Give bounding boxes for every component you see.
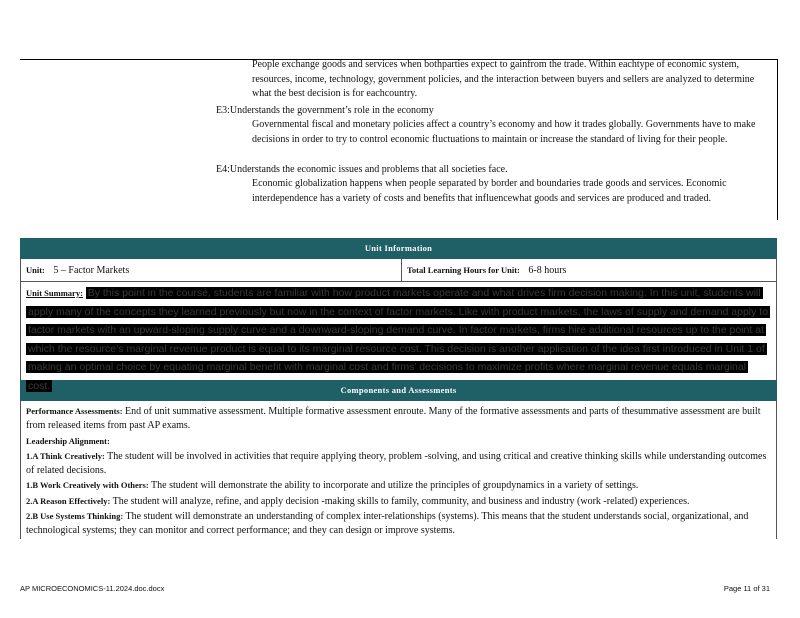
unit-information-table [20, 238, 777, 568]
unit-information-header: Unit Information [20, 238, 777, 259]
page-number: Page 11 of 31 [723, 584, 770, 593]
leadership-item-text: The student will be involved in activities that require applying theory, problem -solving, and using critical and creative thinking skills while understanding outcomes of related decisions. [26, 450, 767, 477]
document-filename: AP MICROECONOMICS-11.2024.doc.docx [20, 584, 165, 593]
unit-value: 5 – Factor Markets [53, 265, 130, 276]
leadership-item-text: The student will demonstrate the ability to incorporate and utilize the principles of groupdynamics in a variety of settings. [151, 480, 639, 492]
performance-label: Performance Assessments: [26, 406, 123, 416]
leadership-label: Leadership Alignment: [26, 435, 110, 446]
performance-assessments [26, 404, 771, 434]
components-header: Components and Assessments [20, 380, 777, 401]
components-section [20, 401, 777, 539]
bullet-icon [233, 118, 252, 147]
bullet-item [233, 177, 753, 206]
unit-summary-label: Unit Summary: [26, 288, 83, 298]
bullet-item [233, 58, 768, 102]
total-hours-value: 6-8 hours [528, 265, 567, 276]
total-hours-cell [402, 259, 571, 281]
bullet-text: People exchange goods and services when bothparties expect to gainfrom the trade. Within eachtype of economic system, resources, income, technology, government policies, and the interaction between buyers and sellers are analyzed to determine what the best decision is for eachcountry. [252, 59, 755, 99]
bullet-text: Governmental fiscal and monetary policies affect a country’s economy and how it trades globally. Governments have to make decisions in order to try to control economic fluctuations to maintain or increase the standard of living for their people. [252, 119, 756, 145]
leadership-item-label: 2.B Use Systems Thinking: [26, 511, 124, 522]
unit-row [20, 259, 777, 282]
leadership-item [26, 478, 771, 493]
bullet-icon [233, 58, 252, 102]
unit-label: Unit: [26, 265, 45, 275]
unit-summary-text: By this point in the course, students are familiar with how product markets operate and what drives firm decision making. In this unit, students will apply many of the concepts they learned previously but now in the context of factor markets. Like with product markets, the laws of supply and demand apply to factor markets with an upward-sloping supply curve and a downward-sloping demand curve. In factor markets, firms hire additional resources up to the point at which the resource’s marginal revenue product is equal to its marginal resource cost. This decision is another application of the idea first introduced in Unit 1 of making an optimal choice by equating marginal benefit with marginal cost and firms’ decisions to maximize profits where marginal revenue equals marginal cost. [28, 287, 769, 392]
bullet-text: Economic globalization happens when people separated by border and boundaries trade goods and services. Economic interdependence has a variety of costs and benefits that influencewhat goods and services are produced and traded. [252, 178, 727, 204]
unit-cell [21, 259, 402, 281]
leadership-item [26, 494, 771, 509]
leadership-item [26, 509, 771, 539]
leadership-item-label: 1.B Work Creatively with Others: [26, 480, 149, 491]
leadership-item-label: 1.A Think Creatively: [26, 450, 105, 461]
leadership-item-text: The student will demonstrate an understanding of complex inter-relationships (systems). This means that the student understands social, organizational, and technological systems; they can monitor and correct performance; and they can design or improve systems. [26, 511, 749, 537]
bullet-icon [233, 177, 252, 206]
performance-text: End of unit summative assessment. Multiple formative assessment enroute. Many of the formative assessments and parts of thesummative assessment are built from released items from past AP exams. [26, 406, 761, 432]
leadership-item-text: The student will analyze, refine, and apply decision -making skills to family, community, and business and industry (work -related) experiences. [112, 495, 690, 507]
leadership-item-label: 2.A Reason Effectively: [26, 495, 111, 506]
bullet-item [233, 118, 763, 147]
standard-e4-heading: E4:Understands the economic issues and problems that all societies face. [216, 164, 508, 175]
leadership-item [26, 449, 771, 479]
leadership-alignment [26, 434, 771, 449]
total-hours-label: Total Learning Hours for Unit: [407, 265, 520, 275]
standard-e3-heading: E3:Understands the government’s role in the economy [216, 105, 434, 116]
